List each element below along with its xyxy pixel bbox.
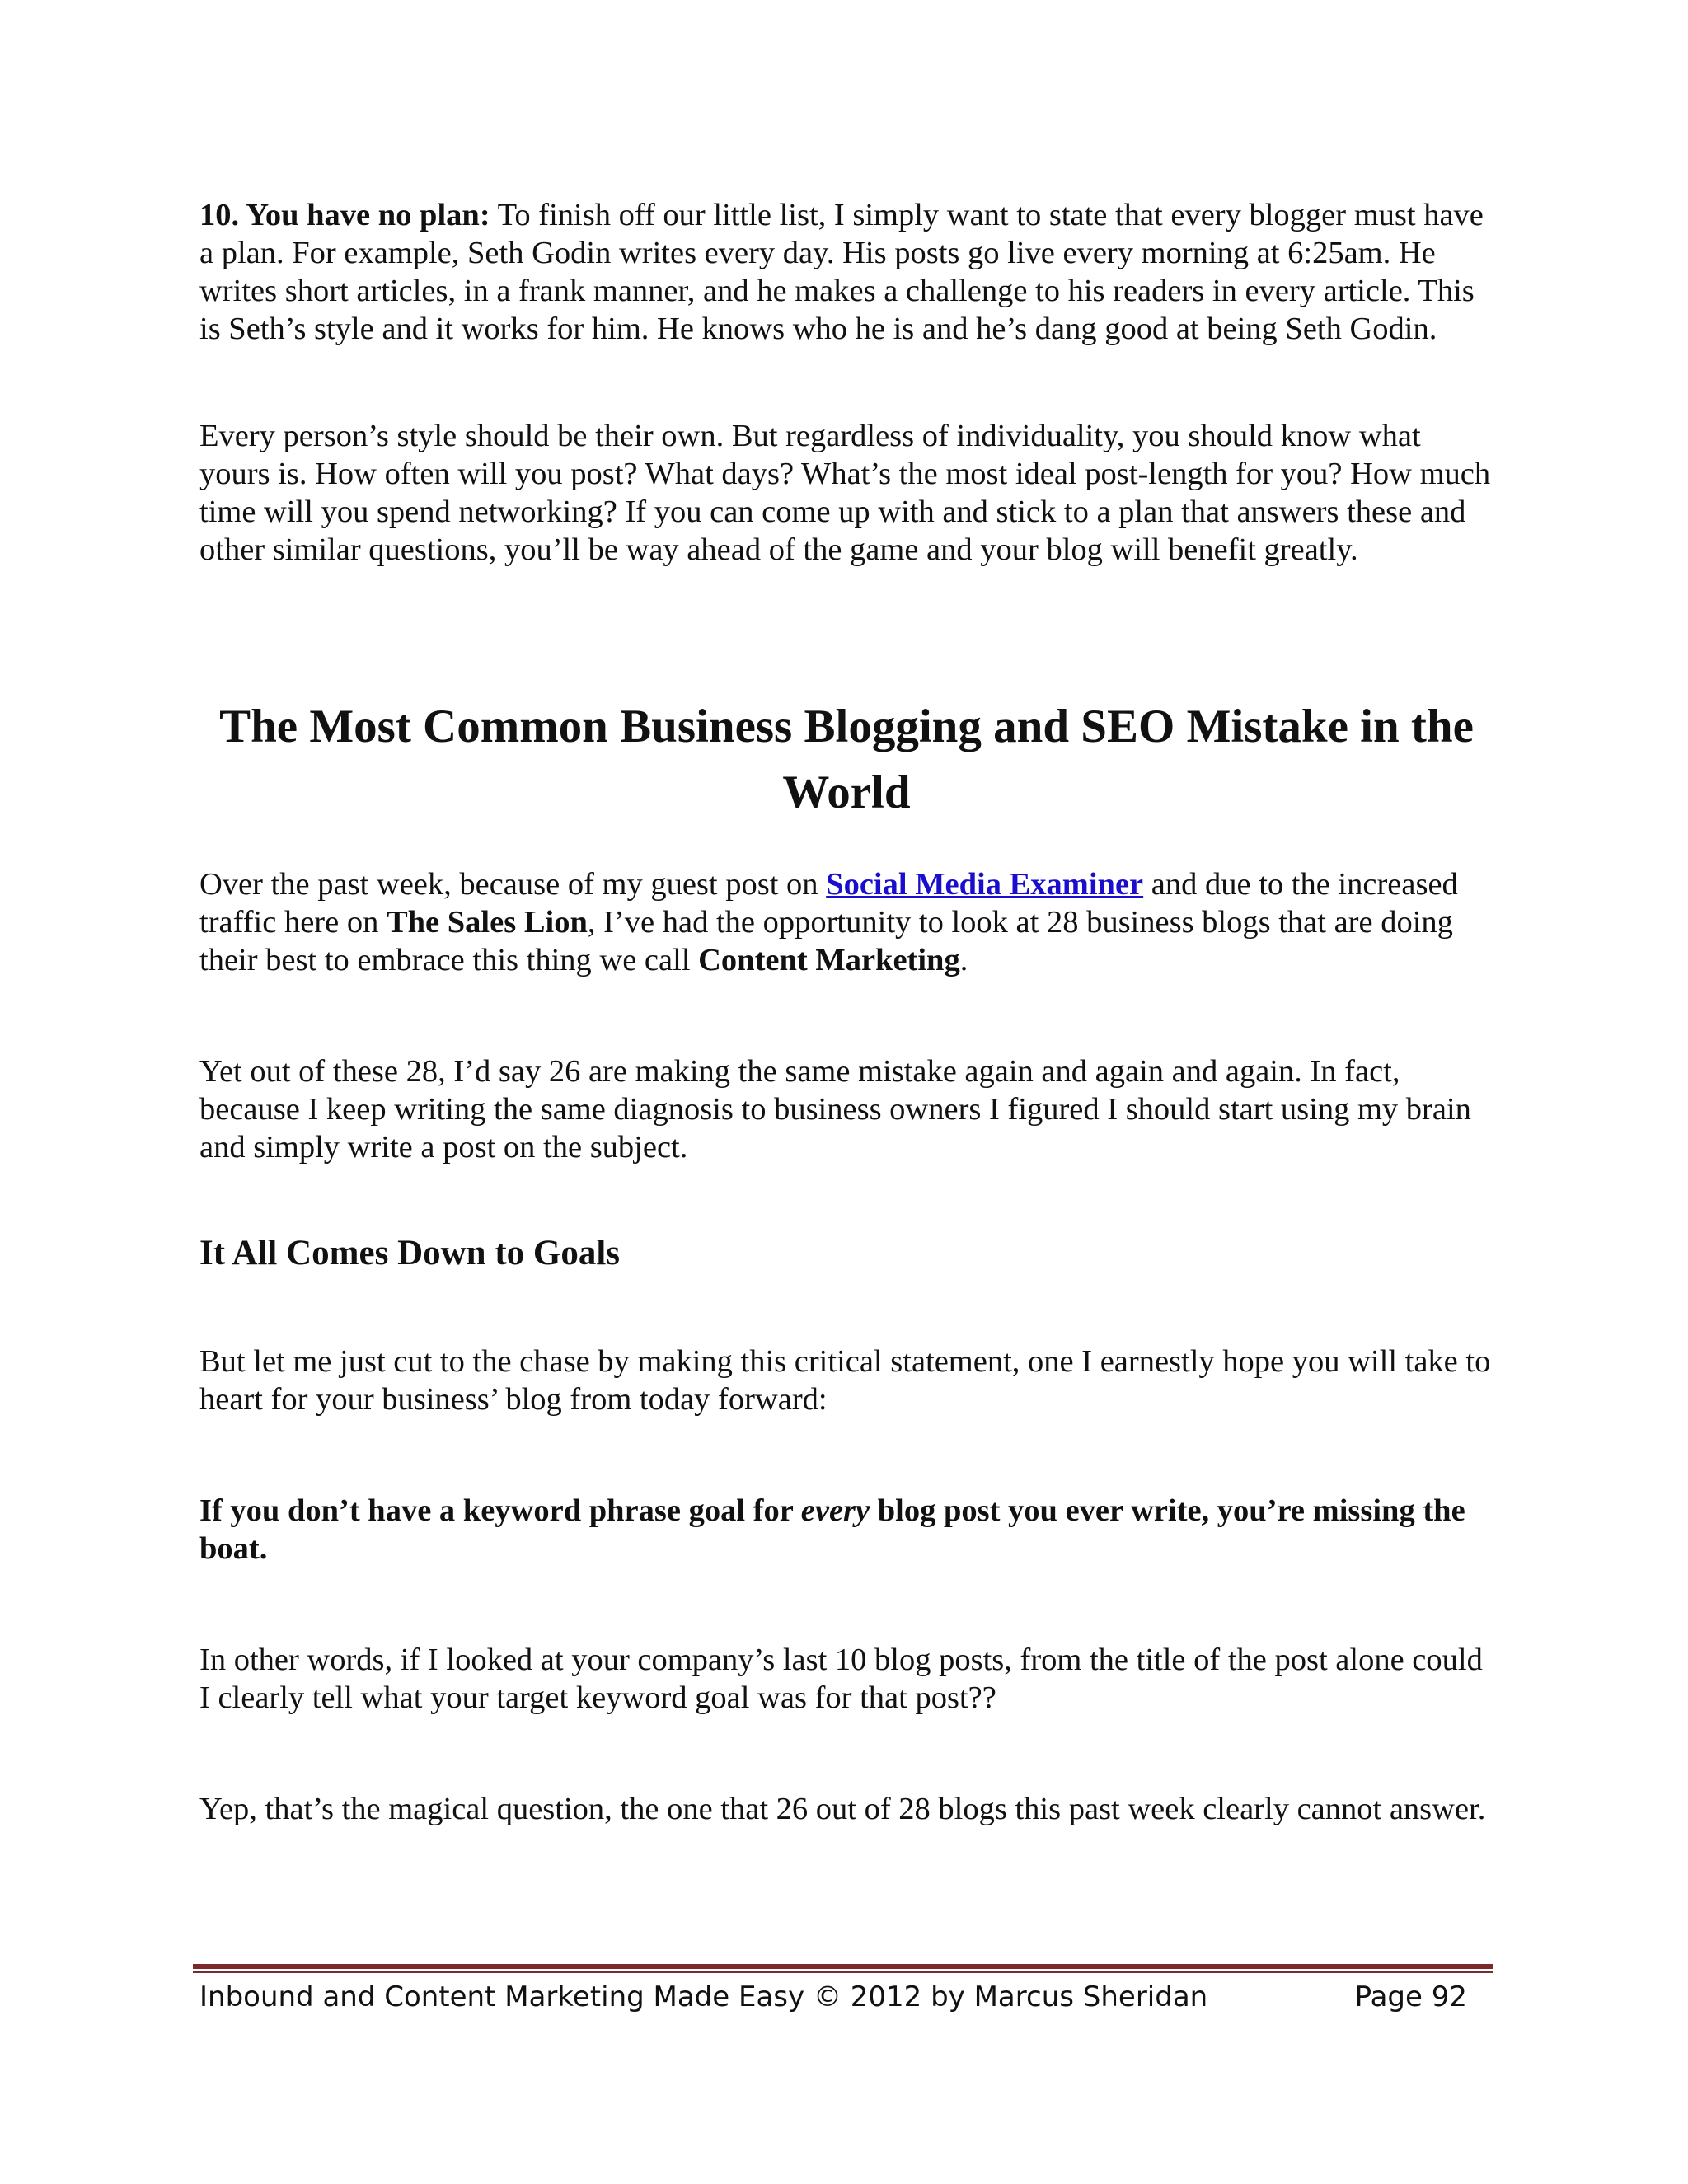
- paragraph-text: To finish off our little list, I simply want to state that every blogger must have a plan. For example, Seth Godin writes every day. His posts go live every morning at 6:25am. He writes short articles, in a frank manner, and he makes a challenge to his readers in every article. This is Seth’s style and it works for him. He knows who he is and he’s dang good at being Seth Godin.: [199, 198, 1484, 346]
- paragraph-text: .: [959, 943, 968, 977]
- spacer: [199, 979, 1493, 1052]
- paragraph-style: Every person’s style should be their own. But regardless of individuality, you should know what yours is. How often will you post? What days? What’s the most ideal post-length for you? How much time will you spend networking? If you can come up with and stick to a plan that answers these and other similar questions, you’ll be way ahead of the game and your blog will benefit greatly.: [199, 419, 1491, 567]
- paragraph-magical-question: Yep, that’s the magical question, the one that 26 out of 28 blogs this past week clearly cannot answer.: [199, 1792, 1486, 1826]
- paragraph-text: , I’ve had the opportunity to look at 28 business blogs that are doing their best to embrace this thing we call: [199, 905, 1453, 977]
- paragraph-other-words: In other words, if I looked at your company’s last 10 blog posts, from the title of the post alone could I clearly tell what your target keyword goal was for that post??: [199, 1643, 1483, 1715]
- spacer: [199, 826, 1493, 865]
- list-item-lead: 10. You have no plan:: [199, 198, 490, 232]
- page-number: Page 92: [1354, 1980, 1467, 2013]
- paragraph-mistake: Yet out of these 28, I’d say 26 are making the same mistake again and again and again. In fact, because I keep writing the same diagnosis to business owners I figured I should start using my brain and simply write a post on the subject.: [199, 1054, 1471, 1165]
- section-heading: The Most Common Business Blogging and SEO Mistake in the World: [219, 701, 1474, 818]
- paragraph-text: blog post you ever write, you’re missing the boat.: [199, 1493, 1465, 1566]
- social-media-examiner-link[interactable]: Social Media Examiner: [826, 867, 1144, 902]
- spacer: [199, 1275, 1493, 1343]
- paragraph-intro: [199, 865, 1493, 979]
- spacer: [199, 1166, 1493, 1232]
- spacer: [199, 1418, 1493, 1492]
- footer-rule: [193, 1964, 1493, 1969]
- paragraph-text: If you don’t have a keyword phrase goal for: [199, 1493, 801, 1528]
- paragraph-text: and due to the increased traffic here on: [199, 867, 1458, 940]
- subheading-goals: It All Comes Down to Goals: [199, 1234, 621, 1272]
- spacer: [199, 1717, 1493, 1790]
- bold-text: Content Marketing: [698, 943, 960, 977]
- spacer: [199, 569, 1493, 694]
- page-content: [199, 196, 1493, 1828]
- bold-text: The Sales Lion: [386, 905, 588, 940]
- footer-copyright: Inbound and Content Marketing Made Easy © 2012 by Marcus Sheridan: [199, 1980, 1208, 2013]
- paragraph-no-plan: [199, 196, 1493, 348]
- footer-rule: [193, 1971, 1493, 1973]
- paragraph-keyword-goal: [199, 1492, 1493, 1568]
- paragraph-text: Over the past week, because of my guest post on: [199, 867, 827, 902]
- paragraph-chase: But let me just cut to the chase by making this critical statement, one I earnestly hope you will take to heart for your business’ blog from today forward:: [199, 1344, 1491, 1417]
- emphasis-text: every: [800, 1493, 870, 1528]
- spacer: [199, 1568, 1493, 1641]
- spacer: [199, 348, 1493, 417]
